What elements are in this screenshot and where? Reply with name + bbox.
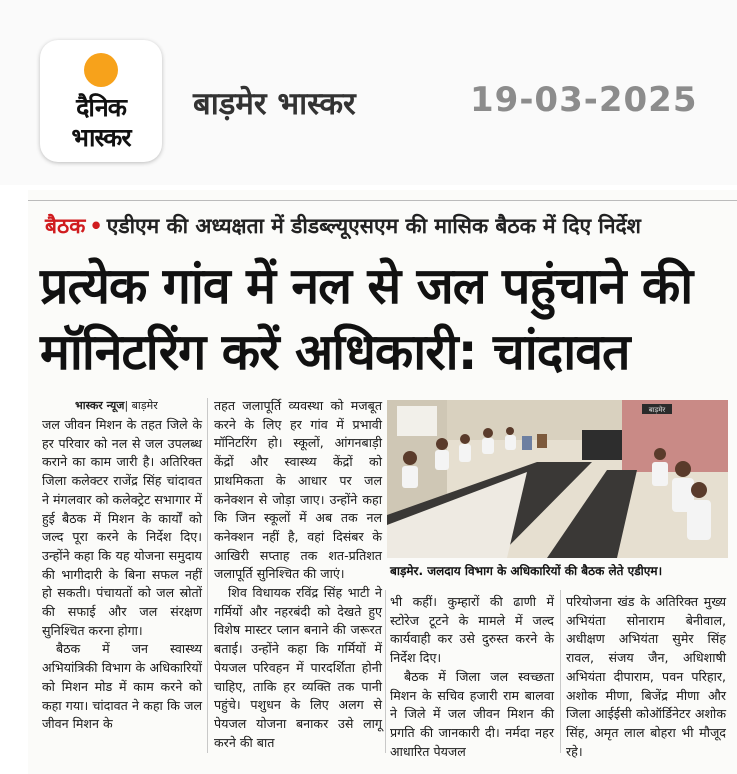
paragraph: शिव विधायक रविंद्र सिंह भाटी ने गर्मियों और नहरबंदी को देखते हुए विशेष मास्टर प्लान बनाने की जरूरत बताई। उन्होंने कहा कि गर्मियों में पेयजल परिवहन में पारदर्शिता होनी चाहिए, ताकि हर व्यक्ति तक पानी पहुंचे। पशुधन के लिए अलग से पेयजल योजना बनाकर उसे लागू करने की बात — [214, 585, 382, 750]
column-divider — [207, 398, 208, 753]
edition-title: बाड़मेर भास्कर — [193, 86, 356, 122]
paragraph: जल जीवन मिशन के तहत जिले के हर परिवार को नल से जल उपलब्ध कराने का काम जारी है। अतिरिक्त जिला कलेक्टर राजेंद्र सिंह चांदावत ने मंगलवार को कलेक्ट्रेट सभागार में हुई बैठक में मिशन के कार्यों को जल्द पूरा करने के निर्देश दिए। उन्होंने कहा कि यह योजना समुदाय की भागीदारी के बिना सफल नहीं हो सकती। पंचायतों को जल स्रोतों की सफाई और जल संरक्षण सुनिश्चित करना होगा। — [42, 417, 202, 638]
column-divider — [560, 590, 561, 753]
sun-icon — [84, 53, 118, 87]
byline-place: | बाड़मेर — [124, 399, 158, 412]
photo-sign-text: बाड़मेर — [648, 406, 666, 414]
kicker-text: एडीएम की अध्यक्षता में डीडब्ल्यूएसएम की मासिक बैठक में दिए निर्देश — [106, 214, 641, 238]
kicker — [45, 212, 641, 240]
article-column-1 — [42, 416, 202, 734]
kicker-tag: बैठक — [45, 214, 86, 238]
byline — [75, 398, 158, 413]
paragraph: परियोजना खंड के अतिरिक्त मुख्य अभियंता सोनाराम बेनीवाल, अधीक्षण अभियंता सुमेर सिंह रावल, संजय जैन, अधिशाषी अभियंता दीपाराम, पवन परिहार, अशोक मीणा, बिजेंद्र मीणा और जिला आईईसी कोऑर्डिनेटर अशोक सिंह, अमृत लाल बोहरा भी मौजूद रहे। — [566, 594, 726, 759]
paragraph: बैठक में जिला जल स्वच्छता मिशन के सचिव हजारी राम बालवा ने जिले में जल जीवन मिशन की प्रगति की जानकारी दी। नर्मदा नहर आधारित पेयजल — [390, 668, 554, 759]
column-divider — [385, 590, 386, 753]
logo-text-line2: भास्कर — [71, 123, 131, 152]
paragraph: बैठक में जन स्वास्थ्य अभियांत्रिकी विभाग के अधिकारियों को मिशन मोड में काम करने को कहा गया। चांदावत ने कहा कि जल जीवन मिशन के — [42, 641, 202, 732]
headline-line1: प्रत्येक गांव में नल से जल पहुंचाने की — [40, 257, 693, 315]
dainik-bhaskar-logo[interactable] — [40, 40, 162, 162]
top-divider — [28, 200, 737, 201]
article-column-3 — [390, 593, 554, 761]
edition-date: 19-03-2025 — [470, 80, 698, 120]
paragraph: भी कहीं। कुम्हारों की ढाणी में स्टोरेज टूटने के मामले में जल्द कार्यवाही कर उसे दुरुस्त करने के निर्देश दिए। — [390, 594, 554, 666]
logo-text-line1: दैनिक — [76, 93, 126, 122]
kicker-bullet: • — [89, 214, 103, 238]
article-column-2 — [214, 397, 382, 752]
page-header — [0, 0, 737, 185]
meeting-photo-illustration — [387, 400, 728, 558]
article-column-4 — [566, 593, 726, 761]
meeting-photo[interactable] — [387, 400, 728, 558]
headline-line2: मॉनिटरिंग करें अधिकारी: चांदावत — [40, 323, 630, 381]
photo-caption: बाड़मेर. जलदाय विभाग के अधिकारियों की बैठक लेते एडीएम। — [390, 564, 663, 578]
paragraph: तहत जलापूर्ति व्यवस्था को मजबूत करने के लिए हर गांव में प्रभावी मॉनिटरिंग हो। स्कूलों, आंगनबाड़ी केंद्रों और स्वास्थ्य केंद्रों को प्राथमिकता के आधार पर जल कनेक्शन से जोड़ा जाए। उन्होंने कहा कि जिन स्कूलों में अब तक नल कनेक्शन नहीं है, वहां दिसंबर के आखिरी सप्ताह तक शत-प्रतिशत जलापूर्ति सुनिश्चित की जाएं। — [214, 398, 382, 582]
byline-source: भास्कर न्यूज — [75, 399, 125, 412]
